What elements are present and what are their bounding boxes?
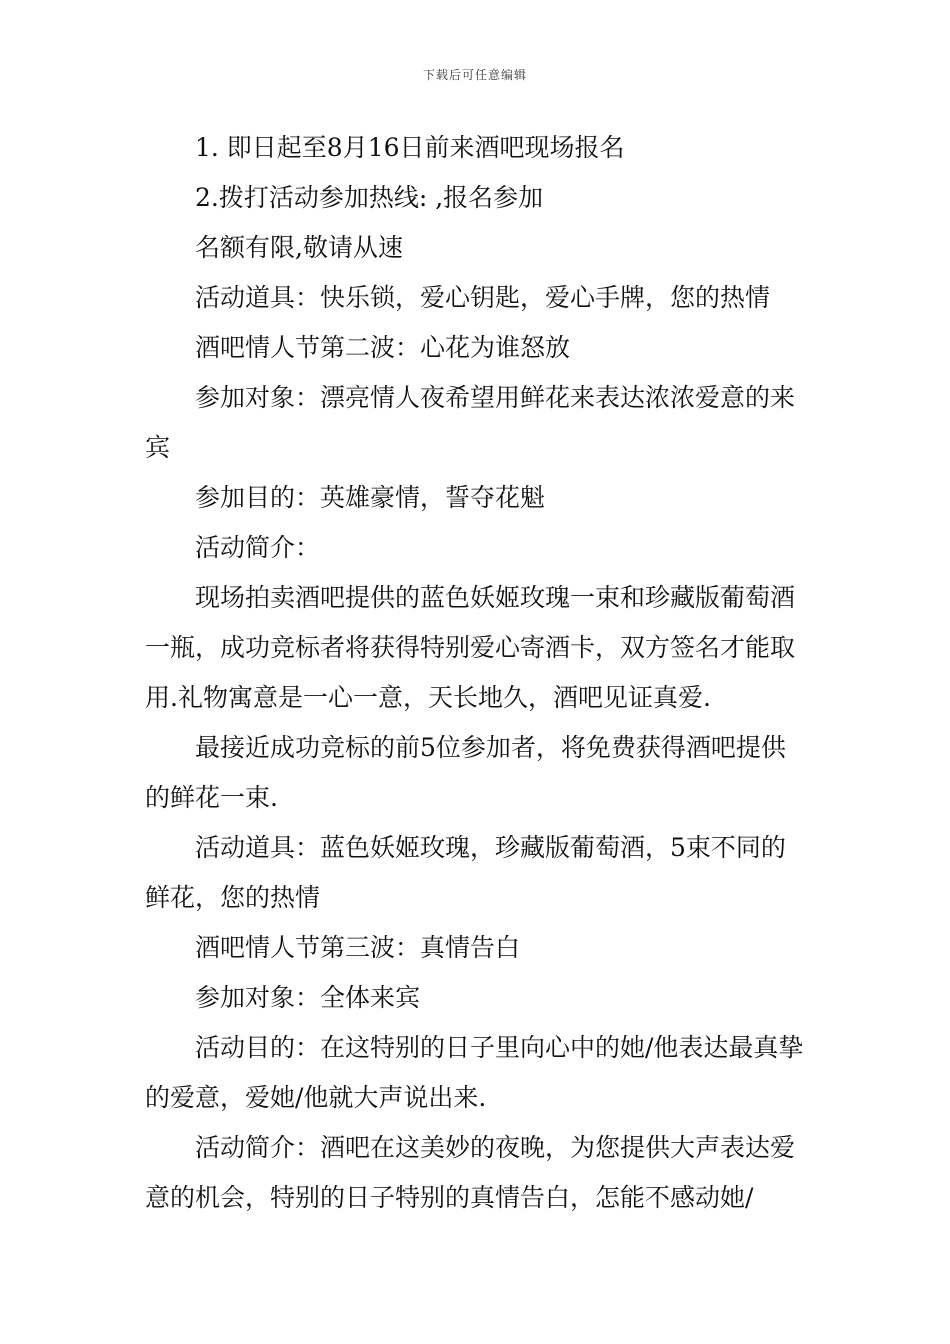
paragraph-5: 酒吧情人节第二波：心花为谁怒放 — [195, 333, 571, 362]
paragraph-11: 活动道具：蓝色妖姬玫瑰，珍藏版葡萄酒，5束不同的鲜花，您的热情 — [145, 833, 786, 912]
paragraph-3: 名额有限,敬请从速 — [195, 233, 403, 262]
paragraph-4: 活动道具：快乐锁，爱心钥匙，爱心手牌，您的热情 — [195, 283, 771, 312]
paragraph-12: 酒吧情人节第三波：真情告白 — [195, 933, 521, 962]
paragraph-7: 参加目的：英雄豪情，誓夺花魁 — [195, 483, 546, 512]
paragraph-2: 2.拨打活动参加热线: ,报名参加 — [195, 183, 544, 212]
paragraph-1: 1. 即日起至8月16日前来酒吧现场报名 — [195, 133, 625, 162]
paragraph-13: 参加对象：全体来宾 — [195, 983, 421, 1012]
document-body — [145, 123, 810, 1223]
paragraph-15: 活动简介：酒吧在这美妙的夜晚，为您提供大声表达爱意的机会，特别的日子特别的真情告白，怎能不感动她/ — [145, 1133, 796, 1212]
paragraph-9: 现场拍卖酒吧提供的蓝色妖姬玫瑰一束和珍藏版葡萄酒一瓶，成功竞标者将获得特别爱心寄酒卡，双方签名才能取用.礼物寓意是一心一意，天长地久，酒吧见证真爱. — [145, 583, 796, 712]
page-header: 下载后可任意编辑 — [422, 68, 527, 82]
paragraph-6: 参加对象：漂亮情人夜希望用鲜花来表达浓浓爱意的来宾 — [145, 383, 796, 462]
paragraph-8: 活动简介： — [195, 533, 321, 562]
paragraph-14: 活动目的：在这特别的日子里向心中的她/他表达最真挚的爱意，爱她/他就大声说出来. — [145, 1033, 804, 1112]
paragraph-10: 最接近成功竞标的前5位参加者，将免费获得酒吧提供的鲜花一束. — [145, 733, 786, 812]
